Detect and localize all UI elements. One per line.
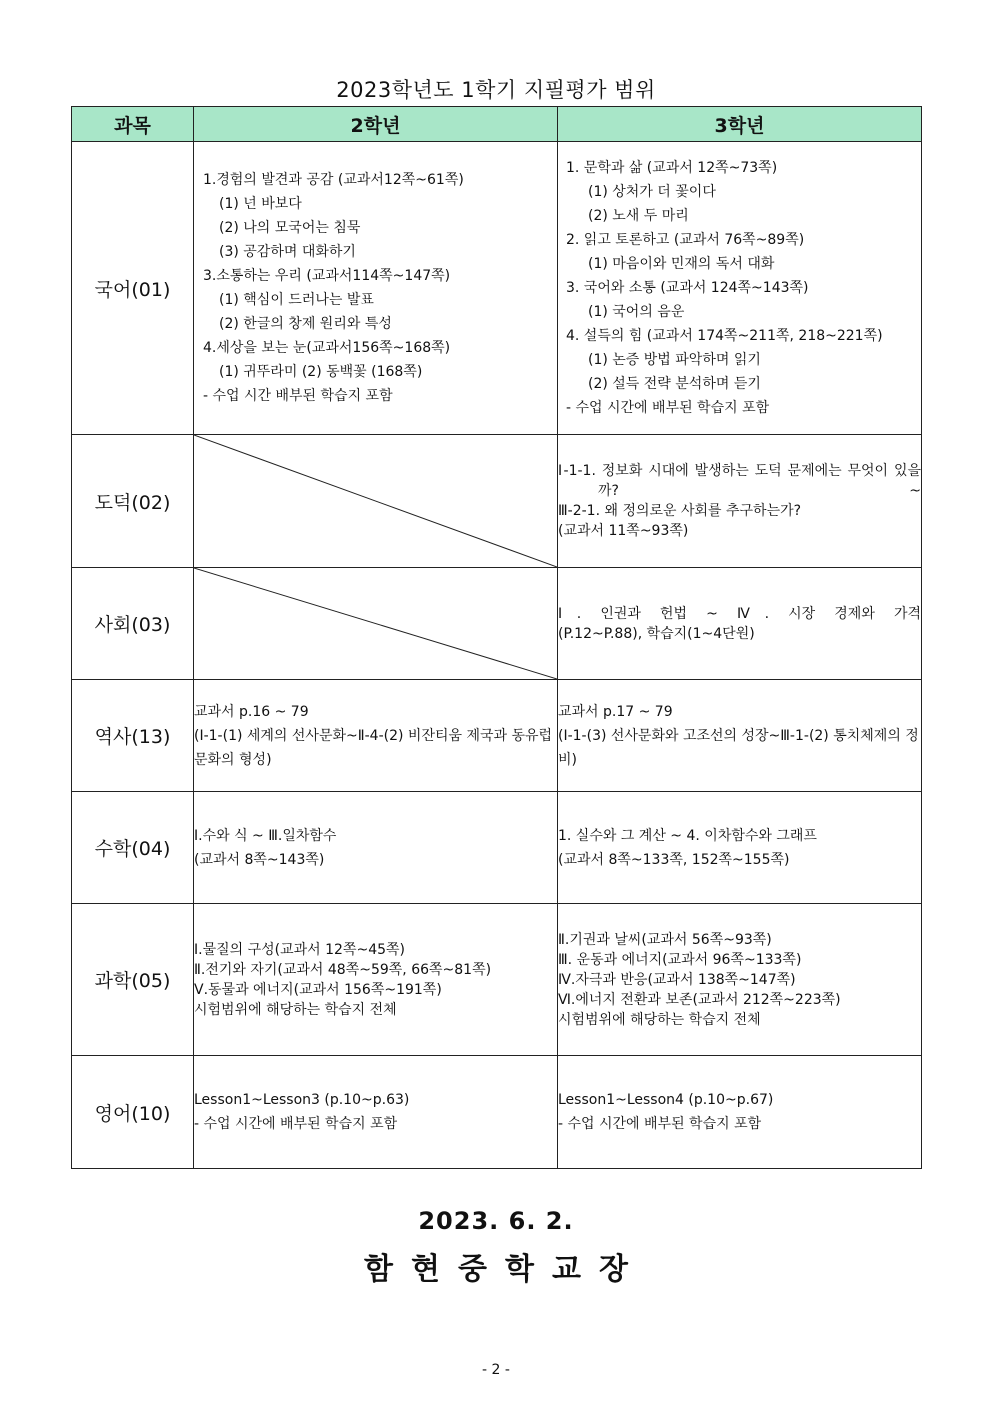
subject-ethics: 도덕(02) <box>72 435 194 568</box>
list-item: Ⅰ.수와 식 ~ Ⅲ.일차함수 <box>194 827 337 844</box>
list-item: - 수업 시간에 배부된 학습지 포함 <box>566 400 770 416</box>
page-number: - 2 - <box>482 1362 510 1378</box>
list-item: (P.12~P.88), 학습지(1~4단원) <box>558 625 755 642</box>
document-title: 2023학년도 1학기 지필평가 범위 <box>336 78 656 102</box>
list-item: 1. 실수와 그 계산 ~ 4. 이차함수와 그래프 <box>558 827 817 844</box>
history-grade3 <box>558 680 922 792</box>
list-item: Ⅰ. 인권과 헌법 ~ Ⅳ. 시장 경제와 가격 <box>558 605 921 622</box>
list-item: (1) 핵심이 드러나는 발표 <box>219 292 374 308</box>
science-grade3 <box>558 904 922 1056</box>
subject-social: 사회(03) <box>72 568 194 680</box>
row-math <box>72 792 922 904</box>
issue-date: 2023. 6. 2. <box>418 1207 574 1235</box>
list-item: 3. 국어와 소통 (교과서 124쪽~143쪽) <box>566 280 809 296</box>
science-grade2 <box>194 904 558 1056</box>
principal-signature: 함현중학교장 <box>364 1252 646 1287</box>
subject-korean: 국어(01) <box>72 142 194 435</box>
ethics-grade2-not-applicable <box>194 435 558 568</box>
list-item: Ⅰ-1-1. 정보화 시대에 발생하는 도덕 문제에는 무엇이 있을까? ~ <box>558 463 921 499</box>
subject-science: 과학(05) <box>72 904 194 1056</box>
header-subject: 과목 <box>72 107 194 142</box>
list-item: (3) 공감하며 대화하기 <box>219 244 356 260</box>
korean-grade3 <box>558 142 922 435</box>
list-item: (1) 상처가 더 꽃이다 <box>588 184 716 200</box>
list-item: 1.경험의 발견과 공감 (교과서12쪽~61쪽) <box>203 172 464 188</box>
list-item: (2) 노새 두 마리 <box>588 208 689 224</box>
row-ethics <box>72 435 922 568</box>
list-item: (Ⅰ-1-(3) 선사문화와 고조선의 성장~Ⅲ-1-(2) 통치체제의 정비) <box>558 727 919 768</box>
exam-range-table <box>71 106 922 1169</box>
korean-grade2 <box>194 142 558 435</box>
subject-english: 영어(10) <box>72 1056 194 1169</box>
list-item: (1) 귀뚜라미 (2) 동백꽃 (168쪽) <box>219 364 423 380</box>
list-item: Ⅴ.동물과 에너지(교과서 156쪽~191쪽) <box>194 981 442 998</box>
math-grade2 <box>194 792 558 904</box>
list-item: Lesson1~Lesson4 (p.10~p.67) <box>558 1092 774 1108</box>
diagonal-strike <box>194 435 557 567</box>
list-item: (1) 국어의 음운 <box>588 304 685 320</box>
list-item: Ⅱ.전기와 자기(교과서 48쪽~59쪽, 66쪽~81쪽) <box>194 961 492 978</box>
list-item: 교과서 p.17 ~ 79 <box>558 703 673 720</box>
list-item: (교과서 11쪽~93쪽) <box>558 523 689 539</box>
list-item: Ⅰ.물질의 구성(교과서 12쪽~45쪽) <box>194 941 406 958</box>
list-item: 4. 설득의 힘 (교과서 174쪽~211쪽, 218~221쪽) <box>566 328 883 344</box>
list-item: (Ⅰ-1-(1) 세계의 선사문화~Ⅱ-4-(2) 비잔티움 제국과 동유럽 문화의 형성) <box>194 727 553 768</box>
list-item: 2. 읽고 토론하고 (교과서 76쪽~89쪽) <box>566 232 805 248</box>
table-header-row <box>72 107 922 142</box>
list-item: - 수업 시간 배부된 학습지 포함 <box>203 388 393 404</box>
header-grade3: 3학년 <box>558 107 922 142</box>
list-item: Ⅲ. 운동과 에너지(교과서 96쪽~133쪽) <box>558 951 802 968</box>
math-grade3 <box>558 792 922 904</box>
list-item: (2) 나의 모국어는 침묵 <box>219 220 361 236</box>
list-item: (교과서 8쪽~133쪽, 152쪽~155쪽) <box>558 851 790 868</box>
social-grade2-not-applicable <box>194 568 558 680</box>
list-item: Ⅲ-2-1. 왜 정의로운 사회를 추구하는가? <box>558 503 802 519</box>
english-grade3 <box>558 1056 922 1169</box>
list-item: (1) 넌 바보다 <box>219 196 302 212</box>
list-item: 교과서 p.16 ~ 79 <box>194 703 309 720</box>
row-social <box>72 568 922 680</box>
list-item: - 수업 시간에 배부된 학습지 포함 <box>194 1116 398 1132</box>
social-grade3 <box>558 568 922 680</box>
subject-math: 수학(04) <box>72 792 194 904</box>
row-science <box>72 904 922 1056</box>
list-item: (1) 논증 방법 파악하며 읽기 <box>588 352 761 368</box>
list-item: Ⅱ.기권과 날씨(교과서 56쪽~93쪽) <box>558 931 772 948</box>
english-grade2 <box>194 1056 558 1169</box>
list-item: Ⅳ.자극과 반응(교과서 138쪽~147쪽) <box>558 971 796 988</box>
list-item: 3.소통하는 우리 (교과서114쪽~147쪽) <box>203 268 451 284</box>
list-item: (교과서 8쪽~143쪽) <box>194 851 325 868</box>
subject-history: 역사(13) <box>72 680 194 792</box>
list-item: (2) 설득 전략 분석하며 듣기 <box>588 376 761 392</box>
ethics-grade3 <box>558 435 922 568</box>
list-item: Lesson1~Lesson3 (p.10~p.63) <box>194 1092 410 1108</box>
list-item: 4.세상을 보는 눈(교과서156쪽~168쪽) <box>203 340 451 356</box>
list-item: - 수업 시간에 배부된 학습지 포함 <box>558 1116 762 1132</box>
row-korean <box>72 142 922 435</box>
list-item: (2) 한글의 창제 원리와 특성 <box>219 316 392 332</box>
list-item: 시험범위에 해당하는 학습지 전체 <box>558 1011 761 1028</box>
diagonal-strike <box>194 568 557 679</box>
list-item: 시험범위에 해당하는 학습지 전체 <box>194 1001 397 1018</box>
header-grade2: 2학년 <box>194 107 558 142</box>
row-history <box>72 680 922 792</box>
list-item: (1) 마음이와 민재의 독서 대화 <box>588 256 775 272</box>
list-item: 1. 문학과 삶 (교과서 12쪽~73쪽) <box>566 160 778 176</box>
list-item: Ⅵ.에너지 전환과 보존(교과서 212쪽~223쪽) <box>558 991 841 1008</box>
history-grade2 <box>194 680 558 792</box>
row-english <box>72 1056 922 1169</box>
